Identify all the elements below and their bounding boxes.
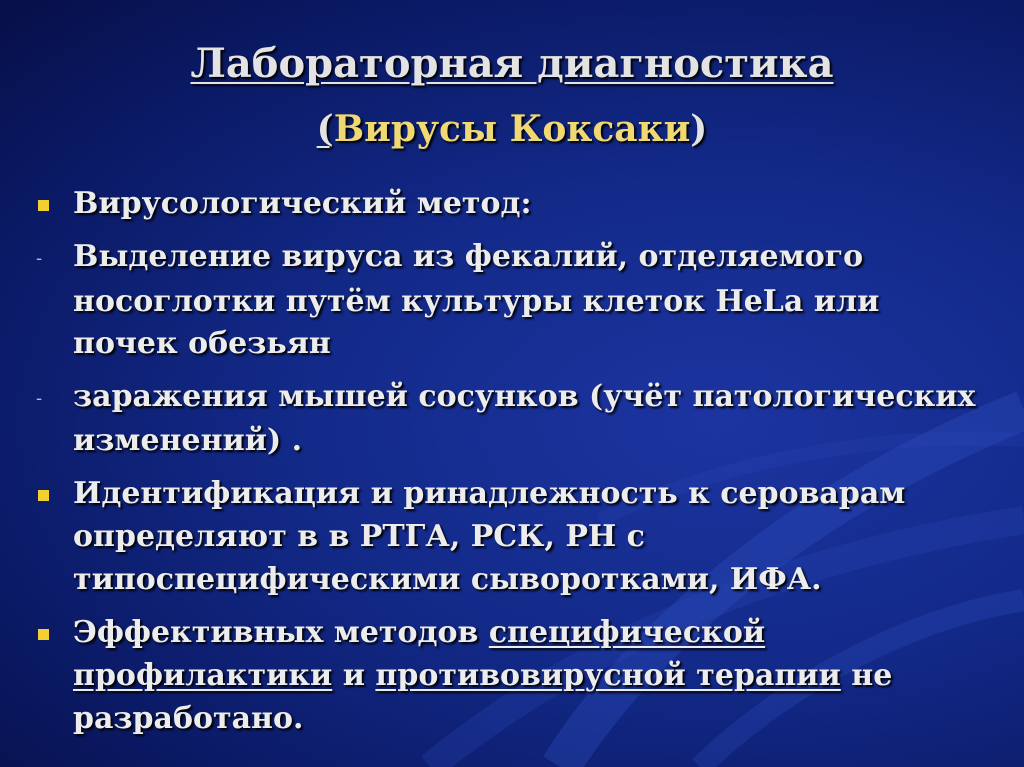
list-item-line: разработано. [73,701,304,736]
list-item-line: заражения мышей сосунков (учёт патологических [73,379,976,414]
list-item-line [73,658,893,693]
list-item-line: носоглотки путём культуры клеток HeLa или [73,284,880,319]
list-item-line: почек обезьян [73,326,331,361]
list-item-line: типоспецифическими сыворотками, ИФА. [73,562,822,597]
text-segment: и [332,658,376,693]
subtitle-close-paren: ) [690,108,708,150]
list-item-line: Идентификация и ринадлежность к сероварам [73,476,906,511]
list-item-line: изменений) . [73,423,303,458]
subtitle-open-paren: ( [316,108,334,150]
bullet-square-icon [38,629,49,640]
underlined-term: противовирусной терапии [375,658,841,693]
dash-marker: - [36,388,43,409]
list-item-line: определяют в в РТГА, РСК, РН с [73,519,645,554]
slide-title: Лабораторная диагностика [190,40,834,87]
underlined-term: специфической [488,615,766,650]
bullet-square-icon [38,490,49,501]
dash-marker: - [36,248,43,269]
subtitle-text: Вирусы Коксаки [333,108,691,150]
text-segment: не [840,658,893,693]
bullet-square-icon [38,200,49,211]
list-item-line: Вирусологический метод: [73,186,532,221]
slide-subtitle [0,108,1024,150]
text-segment: Эффективных методов [73,615,489,650]
underlined-term: профилактики [73,658,333,693]
list-item-line: Выделение вируса из фекалий, отделяемого [73,239,864,274]
list-item-line [73,615,766,650]
